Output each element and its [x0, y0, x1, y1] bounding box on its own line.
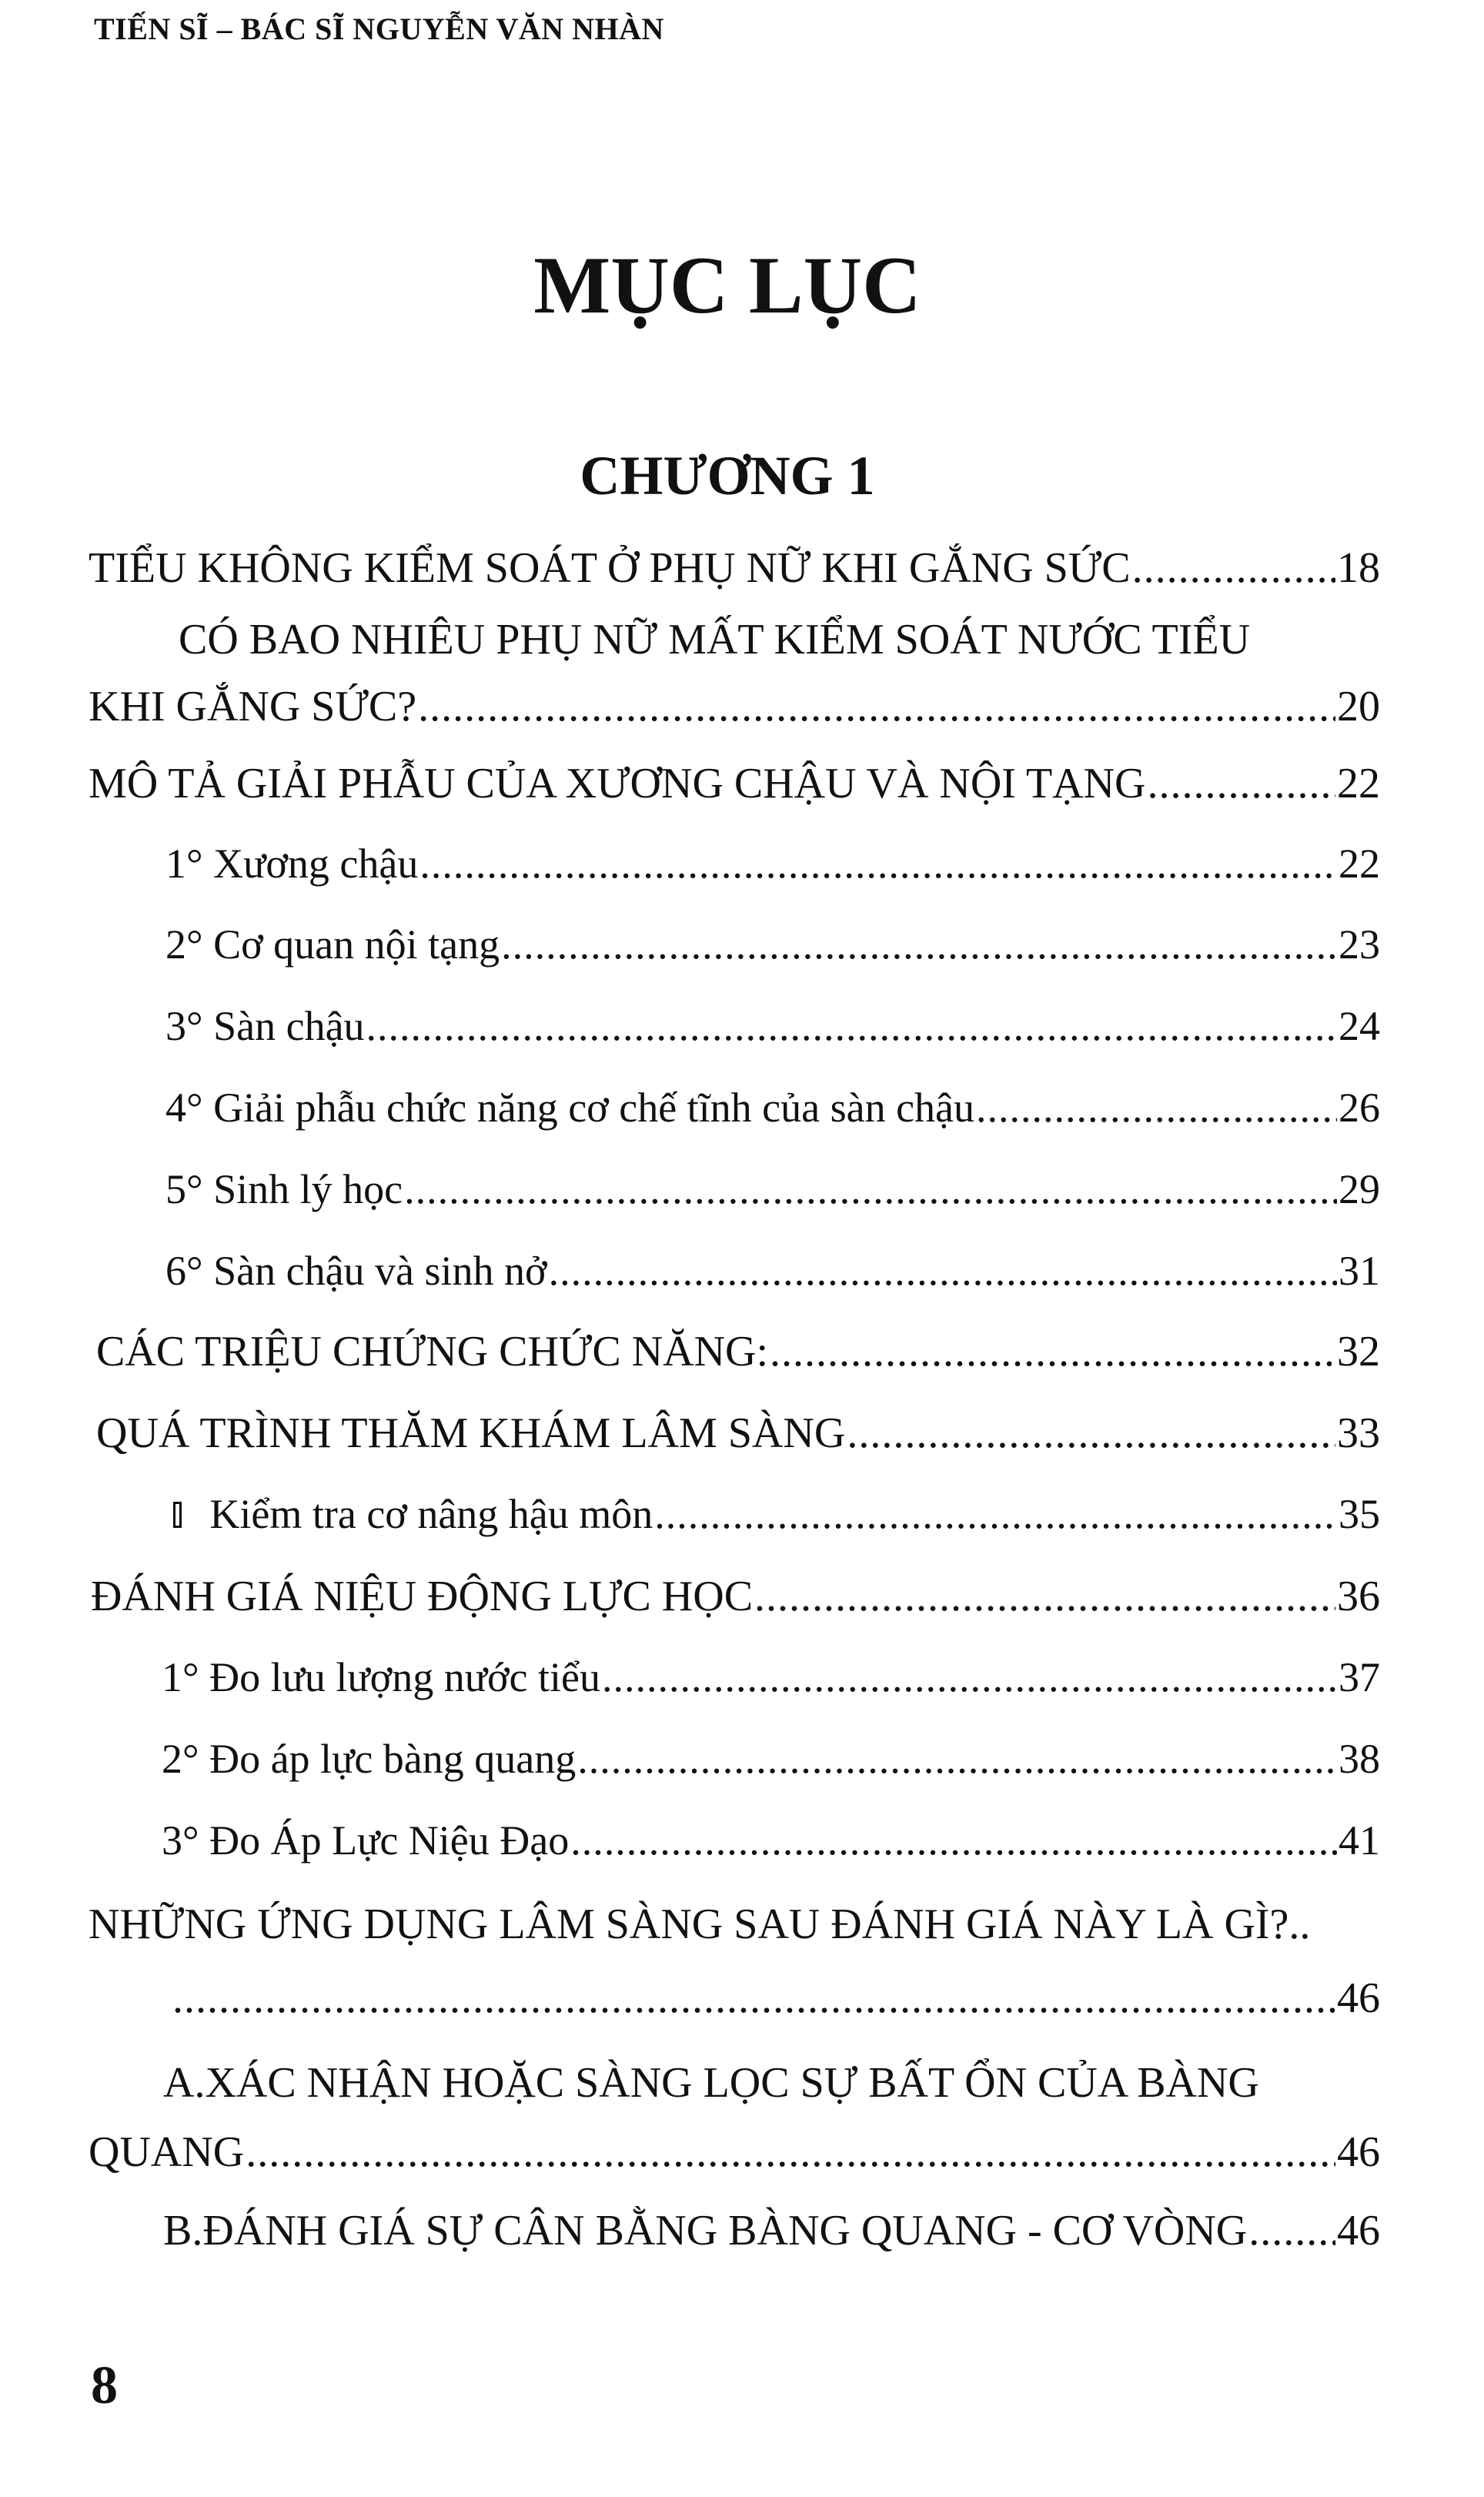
dot-leader: [404, 1168, 1337, 1210]
toc-entry: [162, 1817, 1380, 1864]
toc-entry: [89, 685, 1380, 728]
toc-entry: [162, 1738, 1380, 1780]
dot-leader: [570, 1820, 1337, 1861]
toc-page-number: 29: [1339, 1166, 1380, 1212]
toc-entry-line: A.XÁC NHẬN HOẶC SÀNG LỌC SỰ BẤT ỔN CỦA BÀNG: [163, 2059, 1259, 2107]
toc-entry-label: Kiểm tra cơ nâng hậu môn: [209, 1491, 653, 1537]
toc-entry: [165, 1005, 1380, 1047]
dot-leader: [366, 1005, 1337, 1047]
toc-entry-label: B.ĐÁNH GIÁ SỰ CÂN BẰNG BÀNG QUANG - CƠ VÒNG: [163, 2207, 1248, 2255]
toc-page-number: 22: [1339, 841, 1380, 887]
toc-entry-label: 5° Sinh lý học: [165, 1166, 403, 1212]
dot-leader: [1132, 547, 1335, 590]
toc-entry-label: KHI GẮNG SỨC?: [89, 683, 417, 730]
toc-entry-label: QUÁ TRÌNH THĂM KHÁM LÂM SÀNG: [96, 1409, 846, 1457]
toc-entry-label: 3° Sàn chậu: [165, 1003, 365, 1049]
page-number: 8: [91, 2356, 118, 2415]
toc-entry-line: CÓ BAO NHIÊU PHỤ NỮ MẤT KIỂM SOÁT NƯỚC TIỂU: [179, 616, 1251, 664]
toc-entry: [165, 1168, 1380, 1210]
dot-leader: [602, 1656, 1337, 1698]
toc-page-number: 46: [1337, 2128, 1380, 2176]
toc-entry: [96, 1328, 1380, 1376]
toc-page-number: 33: [1337, 1409, 1380, 1457]
toc-page-number: 24: [1339, 1003, 1380, 1049]
page-title: MỤC LỤC: [533, 240, 921, 330]
toc-entry: [165, 1250, 1380, 1292]
toc-entry-label: 1° Đo lưu lượng nước tiểu: [162, 1654, 600, 1700]
toc-page-number: 18: [1337, 544, 1380, 592]
running-head: TIẾN SĨ – BÁC SĨ NGUYỄN VĂN NHÀN: [94, 12, 664, 46]
toc-entry-label: 2° Cơ quan nội tạng: [165, 921, 500, 968]
toc-page-number: 46: [1337, 2207, 1380, 2255]
toc-page-number: 37: [1339, 1654, 1380, 1700]
toc-entry: [91, 1575, 1380, 1618]
toc-entry: [165, 841, 1380, 887]
dot-leader: [172, 1977, 1335, 2020]
dot-leader: [770, 1330, 1335, 1373]
toc-entry-line: NHỮNG ỨNG DỤNG LÂM SÀNG SAU ĐÁNH GIÁ NÀY LÀ GÌ?..: [89, 1900, 1311, 1948]
toc-entry: [162, 1656, 1380, 1698]
toc-page-number: 38: [1339, 1736, 1380, 1782]
toc-entry-label: 3° Đo Áp Lực Niệu Đạo: [162, 1817, 570, 1864]
toc-entry: [89, 544, 1380, 592]
dot-leader: [419, 843, 1337, 884]
toc-entry-label: MÔ TẢ GIẢI PHẪU CỦA XƯƠNG CHẬU VÀ NỘI TẠNG: [89, 760, 1146, 807]
dot-leader: [1147, 762, 1335, 805]
dot-leader: [976, 1087, 1337, 1128]
toc-entry: [173, 1493, 1380, 1535]
toc-entry: [96, 1409, 1380, 1457]
toc-page-number: 22: [1337, 760, 1380, 807]
toc-page-number: 36: [1337, 1573, 1380, 1620]
toc-page-number: 23: [1339, 921, 1380, 968]
toc-page-number: 35: [1339, 1491, 1380, 1537]
toc-entry: [165, 1085, 1380, 1131]
chapter-heading: CHƯƠNG 1: [580, 445, 875, 506]
toc-entry-label: TIỂU KHÔNG KIỂM SOÁT Ở PHỤ NỮ KHI GẮNG SỨC: [89, 544, 1131, 592]
toc-entry: [89, 2128, 1380, 2176]
dot-leader: [501, 924, 1337, 965]
toc-page-number: 32: [1337, 1328, 1380, 1376]
toc-entry-label: ĐÁNH GIÁ NIỆU ĐỘNG LỰC HỌC: [91, 1573, 754, 1620]
dot-leader: [847, 1412, 1335, 1455]
dot-leader: [1248, 2209, 1335, 2252]
toc-entry-label: 4° Giải phẫu chức năng cơ chế tĩnh của sàn chậu: [165, 1085, 975, 1131]
dot-leader: [549, 1250, 1337, 1292]
toc-page-number: 31: [1339, 1248, 1380, 1294]
toc-entry: [171, 1974, 1380, 2022]
toc-entry-label: QUANG: [89, 2128, 245, 2176]
toc-entry-label: 6° Sàn chậu và sinh nở: [165, 1248, 547, 1294]
dot-leader: [577, 1738, 1337, 1780]
toc-entry: [165, 921, 1380, 968]
dot-leader: [654, 1493, 1337, 1535]
toc-page-number: 46: [1337, 1974, 1380, 2022]
toc-page-number: 26: [1339, 1085, 1380, 1131]
toc-page-number: 20: [1337, 683, 1380, 730]
toc-entry: [163, 2207, 1380, 2255]
toc-entry-label: 1° Xương chậu: [165, 841, 419, 887]
toc-entry-label: 2° Đo áp lực bàng quang: [162, 1736, 577, 1782]
toc-entry-label: CÁC TRIỆU CHỨNG CHỨC NĂNG:: [96, 1328, 769, 1376]
dot-leader: [246, 2131, 1335, 2174]
dot-leader: [754, 1575, 1335, 1618]
toc-page-number: 41: [1339, 1817, 1380, 1864]
dot-leader: [418, 685, 1335, 728]
toc-entry: [89, 762, 1380, 805]
checkbox-icon: [173, 1502, 182, 1528]
